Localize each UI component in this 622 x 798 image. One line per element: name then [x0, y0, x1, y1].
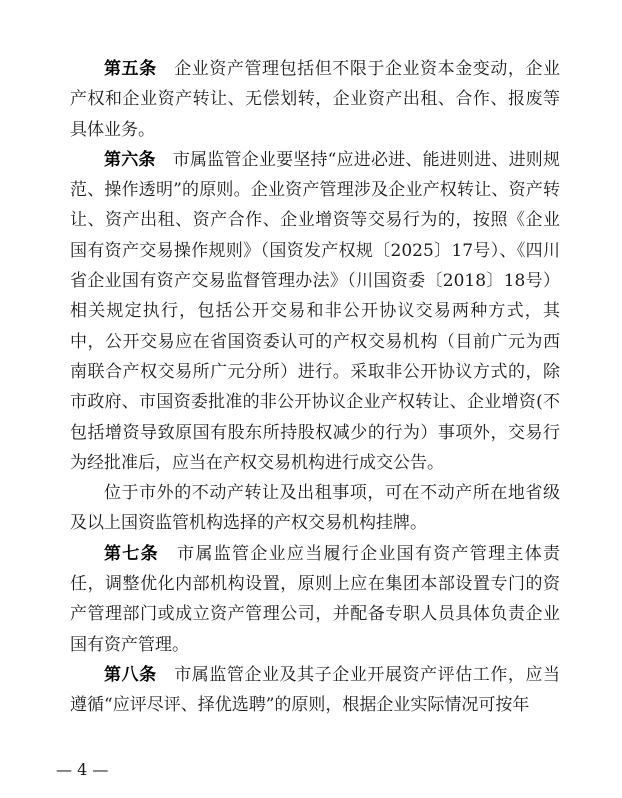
- document-body: [70, 54, 560, 721]
- article-7-paragraph: [70, 539, 560, 660]
- article-8-text: 市属监管企业及其子企业开展资产评估工作，应当遵循“应评尽评、择优选聘”的原则，根据企业实际情况可按年: [70, 664, 561, 716]
- article-8-heading: 第八条: [104, 664, 157, 685]
- article-6-heading: 第六条: [104, 149, 156, 170]
- article-6-continuation-text: 位于市外的不动产转让及出租事项，可在不动产所在地省级及以上国资监管机构选择的产权交易机构挂牌。: [70, 483, 560, 534]
- article-5-heading: 第五条: [104, 59, 157, 79]
- article-5-text: 企业资产管理包括但不限于企业资本金变动，企业产权和企业资产转让、无偿划转，企业资产出租、合作、报废等具体业务。: [70, 59, 561, 140]
- article-7-heading: 第七条: [104, 543, 159, 564]
- article-6-continuation-paragraph: [70, 478, 560, 539]
- page-number: — 4 —: [56, 760, 109, 779]
- article-5-paragraph: [70, 54, 560, 145]
- article-6-paragraph: [70, 145, 560, 478]
- article-6-text: 市属监管企业要坚持“应进必进、能进则进、进则规范、操作透明”的原则。企业资产管理涉及企业产权转让、资产转让、资产出租、资产合作、企业增资等交易行为的，按照《企业国有资产交易操作规则》（国资发产权规〔2025〕17号）、《四川省企业国有资产交易监督管理办法》（川国资委〔2018〕18号）相关规定执行，包括公开交易和非公开协议交易两种方式，其中，公开交易应在省国资委认可的产权交易机构（目前广元为西南联合产权交易所广元分所）进行。采取非公开协议方式的，除市政府、市国资委批准的非公开协议企业产权转让、企业增资(不包括增资导致原国有股东所持股权减少的行为）事项外，交易行为经批准后，应当在产权交易机构进行成交公告。: [70, 149, 561, 473]
- article-8-paragraph: [70, 660, 560, 721]
- article-7-text: 市属监管企业应当履行企业国有资产管理主体责任，调整优化内部机构设置，原则上应在集团本部设置专门的资产管理部门或成立资产管理公司，并配备专职人员具体负责企业国有资产管理。: [70, 543, 561, 655]
